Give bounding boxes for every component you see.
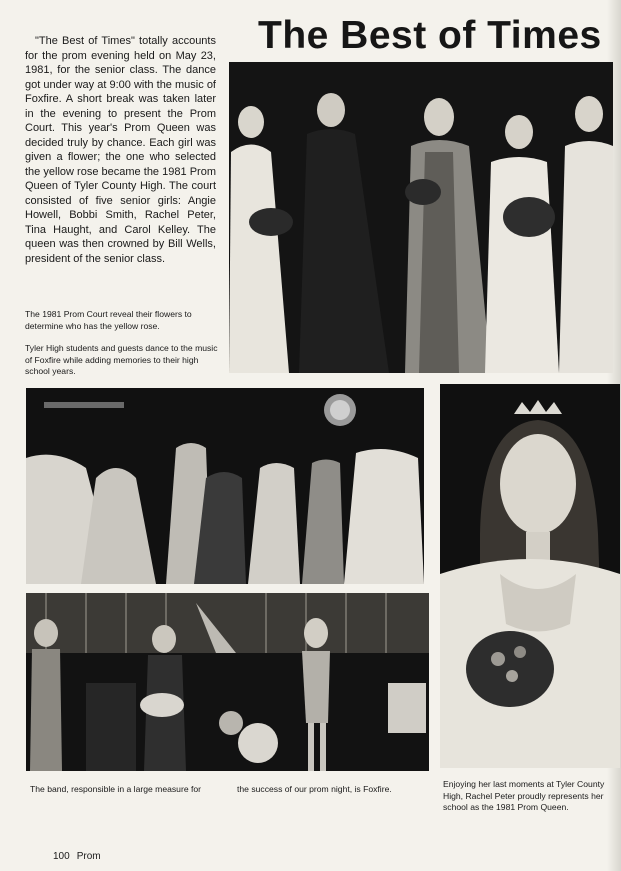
article-body: "The Best of Times" totally accounts for the prom evening held on May 23, 1981, for the senior class. The dance got under way at 9:00 with the music of Foxfire. A short break was taken later in the evening to present the Prom Court. This year's Prom Queen was decided truly by chance. Each girl was given a flower; the one who selected the yellow rose became the 1981 Prom Queen of Tyler County High. The court consisted of five senior girls: Angie Howell, Bobbi Smith, Rachel Peter, Tina Haught, and Carol Kelley. The queen was then crowned by Bill Wells, president of the senior class. <box>25 35 216 265</box>
caption-band-left: The band, responsible in a large measure for <box>30 784 202 794</box>
caption-prom-court: The 1981 Prom Court reveal their flowers to determine who has the yellow rose. <box>25 309 192 331</box>
photo-dance-floor <box>26 388 424 584</box>
photo-prom-queen <box>440 384 620 768</box>
section-name: Prom <box>76 851 101 862</box>
caption-band-right: the success of our prom night, is Foxfire. <box>237 784 392 794</box>
photo-band-foxfire <box>26 593 429 771</box>
caption-prom-queen: Enjoying her last moments at Tyler County High, Rachel Peter proudly represents her school as the 1981 Prom Queen. <box>443 779 605 812</box>
caption-dance: Tyler High students and guests dance to the music of Foxfire while adding memories to their high school years. <box>25 343 218 376</box>
page-footer <box>53 851 108 862</box>
photo-prom-court <box>229 62 613 373</box>
page-number: 100 <box>53 851 70 862</box>
page-title: The Best of Times <box>258 14 602 57</box>
